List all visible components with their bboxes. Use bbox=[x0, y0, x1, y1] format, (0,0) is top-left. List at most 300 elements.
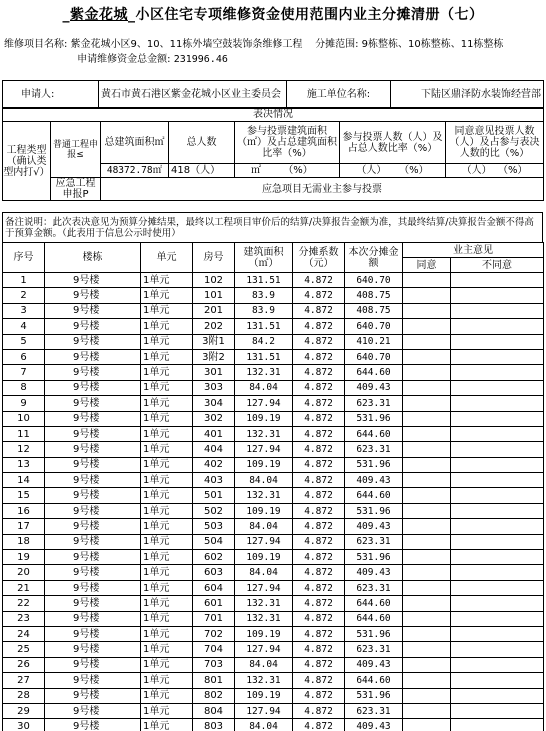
cell-area: 109.19 bbox=[235, 503, 293, 518]
cell-factor: 4.872 bbox=[293, 673, 345, 688]
cell-unit: 1单元 bbox=[141, 626, 193, 641]
cell-room: 502 bbox=[193, 503, 235, 518]
cell-seq: 28 bbox=[3, 688, 45, 703]
cell-disagree[interactable] bbox=[451, 334, 544, 349]
cell-agree[interactable] bbox=[403, 565, 451, 580]
cell-disagree[interactable] bbox=[451, 503, 544, 518]
cell-agree[interactable] bbox=[403, 688, 451, 703]
project-value: 紫金花城小区9、10、11栋外墙空鼓装饰条维修工程 bbox=[70, 39, 303, 50]
cell-building: 9号楼 bbox=[45, 442, 141, 457]
cell-seq: 21 bbox=[3, 580, 45, 595]
cell-area: 84.04 bbox=[235, 473, 293, 488]
cell-agree[interactable] bbox=[403, 334, 451, 349]
cell-area: 132.31 bbox=[235, 365, 293, 380]
cell-room: 3附2 bbox=[193, 349, 235, 364]
cell-factor: 4.872 bbox=[293, 457, 345, 472]
cell-building: 9号楼 bbox=[45, 349, 141, 364]
cell-unit: 1单元 bbox=[141, 473, 193, 488]
cell-agree[interactable] bbox=[403, 596, 451, 611]
cell-room: 101 bbox=[193, 288, 235, 303]
cell-building: 9号楼 bbox=[45, 288, 141, 303]
cell-area: 132.31 bbox=[235, 426, 293, 441]
cell-building: 9号楼 bbox=[45, 596, 141, 611]
cell-room: 403 bbox=[193, 473, 235, 488]
cell-agree[interactable] bbox=[403, 703, 451, 718]
cell-factor: 4.872 bbox=[293, 303, 345, 318]
amount-label: 申请维修资金总金额: bbox=[77, 54, 171, 65]
cell-disagree[interactable] bbox=[451, 380, 544, 395]
cell-amount: 409.43 bbox=[345, 473, 403, 488]
cell-unit: 1单元 bbox=[141, 442, 193, 457]
cell-unit: 1单元 bbox=[141, 334, 193, 349]
cell-disagree[interactable] bbox=[451, 580, 544, 595]
cell-factor: 4.872 bbox=[293, 719, 345, 731]
cell-agree[interactable] bbox=[403, 626, 451, 641]
cell-unit: 1单元 bbox=[141, 688, 193, 703]
col-disagree: 不同意 bbox=[451, 258, 544, 273]
cell-seq: 20 bbox=[3, 565, 45, 580]
cell-seq: 22 bbox=[3, 596, 45, 611]
cell-disagree[interactable] bbox=[451, 457, 544, 472]
cell-disagree[interactable] bbox=[451, 703, 544, 718]
cell-seq: 10 bbox=[3, 411, 45, 426]
cell-seq: 29 bbox=[3, 703, 45, 718]
cell-agree[interactable] bbox=[403, 719, 451, 731]
cell-amount: 623.31 bbox=[345, 534, 403, 549]
cell-amount: 640.70 bbox=[345, 273, 403, 288]
cell-amount: 644.60 bbox=[345, 426, 403, 441]
cell-building: 9号楼 bbox=[45, 273, 141, 288]
cell-seq: 12 bbox=[3, 442, 45, 457]
cell-disagree[interactable] bbox=[451, 688, 544, 703]
cell-factor: 4.872 bbox=[293, 426, 345, 441]
cell-factor: 4.872 bbox=[293, 273, 345, 288]
cell-disagree[interactable] bbox=[451, 426, 544, 441]
cell-agree[interactable] bbox=[403, 365, 451, 380]
applicant-label: 申请人: bbox=[3, 81, 99, 109]
cell-agree[interactable] bbox=[403, 550, 451, 565]
cell-room: 401 bbox=[193, 426, 235, 441]
contractor-label: 施工单位名称: bbox=[287, 81, 391, 109]
cell-seq: 23 bbox=[3, 611, 45, 626]
cell-area: 84.04 bbox=[235, 519, 293, 534]
cell-unit: 1单元 bbox=[141, 365, 193, 380]
cell-building: 9号楼 bbox=[45, 426, 141, 441]
cell-agree[interactable] bbox=[403, 288, 451, 303]
table-row bbox=[3, 303, 544, 318]
cell-agree[interactable] bbox=[403, 396, 451, 411]
cell-room: 503 bbox=[193, 519, 235, 534]
amount-value: 231996.46 bbox=[173, 54, 228, 65]
cell-area: 127.94 bbox=[235, 442, 293, 457]
table-row bbox=[3, 411, 544, 426]
cell-amount: 409.43 bbox=[345, 565, 403, 580]
cell-room: 604 bbox=[193, 580, 235, 595]
table-row bbox=[3, 534, 544, 549]
cell-room: 404 bbox=[193, 442, 235, 457]
range-label: 分摊范围: bbox=[315, 39, 359, 50]
cell-unit: 1单元 bbox=[141, 703, 193, 718]
cell-seq: 14 bbox=[3, 473, 45, 488]
cell-factor: 4.872 bbox=[293, 550, 345, 565]
cell-seq: 2 bbox=[3, 288, 45, 303]
table-row bbox=[3, 380, 544, 395]
cell-seq: 11 bbox=[3, 426, 45, 441]
cell-building: 9号楼 bbox=[45, 488, 141, 503]
cell-unit: 1单元 bbox=[141, 550, 193, 565]
cell-building: 9号楼 bbox=[45, 319, 141, 334]
cell-room: 3附1 bbox=[193, 334, 235, 349]
cell-building: 9号楼 bbox=[45, 673, 141, 688]
cell-area: 127.94 bbox=[235, 703, 293, 718]
cell-agree[interactable] bbox=[403, 534, 451, 549]
table-row bbox=[3, 319, 544, 334]
cell-agree[interactable] bbox=[403, 273, 451, 288]
remark-text: 备注说明：此次表决意见为预算分摊结果，最终以工程项目审价后的结算/决算报告金额为准，其最终结算/决算报告金额不得高于预算金额。（此表用于信息公示时使用） bbox=[3, 213, 543, 243]
cell-agree[interactable] bbox=[403, 303, 451, 318]
cell-area: 127.94 bbox=[235, 642, 293, 657]
page-title: _紫金花城_小区住宅专项维修资金使用范围内业主分摊清册（七） bbox=[62, 7, 484, 23]
cell-building: 9号楼 bbox=[45, 703, 141, 718]
cell-room: 704 bbox=[193, 642, 235, 657]
community-name: 紫金花城 bbox=[70, 7, 128, 23]
cell-disagree[interactable] bbox=[451, 349, 544, 364]
cell-factor: 4.872 bbox=[293, 611, 345, 626]
cell-unit: 1单元 bbox=[141, 303, 193, 318]
cell-disagree[interactable] bbox=[451, 519, 544, 534]
cell-amount: 640.70 bbox=[345, 319, 403, 334]
cell-factor: 4.872 bbox=[293, 519, 345, 534]
table-row bbox=[3, 288, 544, 303]
cell-seq: 9 bbox=[3, 396, 45, 411]
total-area-value: 48372.78㎡ bbox=[101, 164, 169, 178]
cell-agree[interactable] bbox=[403, 411, 451, 426]
cell-seq: 24 bbox=[3, 626, 45, 641]
cell-seq: 25 bbox=[3, 642, 45, 657]
cell-area: 132.31 bbox=[235, 611, 293, 626]
cell-seq: 6 bbox=[3, 349, 45, 364]
cell-agree[interactable] bbox=[403, 426, 451, 441]
cell-seq: 16 bbox=[3, 503, 45, 518]
cell-unit: 1单元 bbox=[141, 380, 193, 395]
cell-amount: 409.43 bbox=[345, 719, 403, 731]
cell-room: 804 bbox=[193, 703, 235, 718]
cell-room: 504 bbox=[193, 534, 235, 549]
cell-building: 9号楼 bbox=[45, 657, 141, 672]
cell-room: 402 bbox=[193, 457, 235, 472]
total-households-label: 总人数 bbox=[169, 122, 235, 164]
cell-unit: 1单元 bbox=[141, 642, 193, 657]
cell-unit: 1单元 bbox=[141, 396, 193, 411]
cell-seq: 27 bbox=[3, 673, 45, 688]
cell-room: 601 bbox=[193, 596, 235, 611]
cell-disagree[interactable] bbox=[451, 411, 544, 426]
col-unit: 单元 bbox=[141, 243, 193, 273]
cell-factor: 4.872 bbox=[293, 596, 345, 611]
cell-amount: 644.60 bbox=[345, 596, 403, 611]
cell-room: 303 bbox=[193, 380, 235, 395]
cell-seq: 4 bbox=[3, 319, 45, 334]
cell-area: 131.51 bbox=[235, 349, 293, 364]
cell-factor: 4.872 bbox=[293, 580, 345, 595]
cell-agree[interactable] bbox=[403, 319, 451, 334]
cell-factor: 4.872 bbox=[293, 380, 345, 395]
cell-seq: 18 bbox=[3, 534, 45, 549]
table-row bbox=[3, 550, 544, 565]
cell-factor: 4.872 bbox=[293, 334, 345, 349]
cell-building: 9号楼 bbox=[45, 688, 141, 703]
cell-agree[interactable] bbox=[403, 519, 451, 534]
table-row bbox=[3, 565, 544, 580]
cell-area: 83.9 bbox=[235, 303, 293, 318]
table-row bbox=[3, 473, 544, 488]
cell-area: 109.19 bbox=[235, 688, 293, 703]
cell-unit: 1单元 bbox=[141, 580, 193, 595]
cell-disagree[interactable] bbox=[451, 657, 544, 672]
cell-area: 84.04 bbox=[235, 719, 293, 731]
cell-seq: 17 bbox=[3, 519, 45, 534]
total-area-label: 总建筑面积㎡ bbox=[101, 122, 169, 164]
cell-building: 9号楼 bbox=[45, 611, 141, 626]
cell-factor: 4.872 bbox=[293, 688, 345, 703]
cell-area: 109.19 bbox=[235, 411, 293, 426]
cell-area: 132.31 bbox=[235, 488, 293, 503]
cell-area: 84.2 bbox=[235, 334, 293, 349]
cell-factor: 4.872 bbox=[293, 288, 345, 303]
cell-amount: 409.43 bbox=[345, 657, 403, 672]
cell-room: 202 bbox=[193, 319, 235, 334]
parties-table bbox=[2, 80, 544, 109]
cell-amount: 408.75 bbox=[345, 303, 403, 318]
cell-amount: 408.75 bbox=[345, 288, 403, 303]
emergency-label: 应急工程申报P bbox=[51, 178, 101, 201]
table-row bbox=[3, 503, 544, 518]
table-row bbox=[3, 673, 544, 688]
allocation-table bbox=[2, 242, 544, 731]
table-row bbox=[3, 365, 544, 380]
cell-amount: 531.96 bbox=[345, 503, 403, 518]
area-ratio-label: 参与投票建筑面积（㎡）及占总建筑面积比率（%） bbox=[235, 122, 340, 164]
cell-factor: 4.872 bbox=[293, 365, 345, 380]
project-label: 维修项目名称: bbox=[4, 39, 68, 50]
cell-amount: 623.31 bbox=[345, 703, 403, 718]
people-ratio-label: 参与投票人数（人）及占总人数比率（%） bbox=[340, 122, 446, 164]
cell-amount: 623.31 bbox=[345, 642, 403, 657]
cell-seq: 1 bbox=[3, 273, 45, 288]
cell-factor: 4.872 bbox=[293, 703, 345, 718]
table-row bbox=[3, 580, 544, 595]
cell-disagree[interactable] bbox=[451, 719, 544, 731]
remark-table bbox=[2, 212, 543, 243]
cell-building: 9号楼 bbox=[45, 580, 141, 595]
cell-room: 801 bbox=[193, 673, 235, 688]
cell-amount: 531.96 bbox=[345, 411, 403, 426]
cell-unit: 1单元 bbox=[141, 719, 193, 731]
cell-factor: 4.872 bbox=[293, 473, 345, 488]
cell-disagree[interactable] bbox=[451, 319, 544, 334]
cell-disagree[interactable] bbox=[451, 626, 544, 641]
cell-disagree[interactable] bbox=[451, 596, 544, 611]
cell-area: 131.51 bbox=[235, 273, 293, 288]
cell-disagree[interactable] bbox=[451, 611, 544, 626]
cell-amount: 640.70 bbox=[345, 349, 403, 364]
cell-unit: 1单元 bbox=[141, 503, 193, 518]
type-label: 工程类型（确认类型内打√） bbox=[3, 122, 51, 201]
cell-building: 9号楼 bbox=[45, 519, 141, 534]
cell-factor: 4.872 bbox=[293, 319, 345, 334]
emergency-note: 应急项目无需业主参与投票 bbox=[101, 178, 544, 201]
cell-area: 84.04 bbox=[235, 380, 293, 395]
table-row bbox=[3, 719, 544, 731]
cell-seq: 15 bbox=[3, 488, 45, 503]
cell-room: 803 bbox=[193, 719, 235, 731]
cell-seq: 13 bbox=[3, 457, 45, 472]
cell-building: 9号楼 bbox=[45, 457, 141, 472]
cell-factor: 4.872 bbox=[293, 534, 345, 549]
cell-disagree[interactable] bbox=[451, 642, 544, 657]
cell-agree[interactable] bbox=[403, 642, 451, 657]
cell-building: 9号楼 bbox=[45, 303, 141, 318]
cell-disagree[interactable] bbox=[451, 273, 544, 288]
table-row bbox=[3, 457, 544, 472]
cell-agree[interactable] bbox=[403, 488, 451, 503]
table-row bbox=[3, 611, 544, 626]
cell-disagree[interactable] bbox=[451, 565, 544, 580]
cell-seq: 19 bbox=[3, 550, 45, 565]
cell-room: 301 bbox=[193, 365, 235, 380]
cell-building: 9号楼 bbox=[45, 642, 141, 657]
cell-room: 102 bbox=[193, 273, 235, 288]
cell-area: 84.04 bbox=[235, 565, 293, 580]
cell-building: 9号楼 bbox=[45, 534, 141, 549]
cell-amount: 531.96 bbox=[345, 457, 403, 472]
contractor-value: 下陆区鼎泽防水装饰经营部 bbox=[391, 81, 544, 109]
cell-room: 702 bbox=[193, 626, 235, 641]
col-building: 楼栋 bbox=[45, 243, 141, 273]
cell-building: 9号楼 bbox=[45, 380, 141, 395]
cell-room: 701 bbox=[193, 611, 235, 626]
cell-agree[interactable] bbox=[403, 657, 451, 672]
cell-factor: 4.872 bbox=[293, 657, 345, 672]
table-row bbox=[3, 703, 544, 718]
cell-disagree[interactable] bbox=[451, 288, 544, 303]
cell-room: 501 bbox=[193, 488, 235, 503]
cell-factor: 4.872 bbox=[293, 503, 345, 518]
cell-agree[interactable] bbox=[403, 673, 451, 688]
cell-area: 109.19 bbox=[235, 550, 293, 565]
cell-seq: 26 bbox=[3, 657, 45, 672]
cell-unit: 1单元 bbox=[141, 519, 193, 534]
table-row bbox=[3, 426, 544, 441]
cell-agree[interactable] bbox=[403, 611, 451, 626]
cell-agree[interactable] bbox=[403, 442, 451, 457]
cell-room: 304 bbox=[193, 396, 235, 411]
cell-unit: 1单元 bbox=[141, 349, 193, 364]
cell-factor: 4.872 bbox=[293, 442, 345, 457]
cell-agree[interactable] bbox=[403, 380, 451, 395]
cell-disagree[interactable] bbox=[451, 673, 544, 688]
cell-unit: 1单元 bbox=[141, 457, 193, 472]
cell-agree[interactable] bbox=[403, 580, 451, 595]
cell-unit: 1单元 bbox=[141, 596, 193, 611]
cell-area: 84.04 bbox=[235, 657, 293, 672]
table-row bbox=[3, 396, 544, 411]
col-seq: 序号 bbox=[3, 243, 45, 273]
cell-amount: 644.60 bbox=[345, 611, 403, 626]
cell-unit: 1单元 bbox=[141, 319, 193, 334]
cell-amount: 409.43 bbox=[345, 380, 403, 395]
table-row bbox=[3, 442, 544, 457]
cell-disagree[interactable] bbox=[451, 534, 544, 549]
cell-unit: 1单元 bbox=[141, 426, 193, 441]
cell-disagree[interactable] bbox=[451, 365, 544, 380]
cell-agree[interactable] bbox=[403, 349, 451, 364]
cell-room: 201 bbox=[193, 303, 235, 318]
cell-seq: 30 bbox=[3, 719, 45, 731]
cell-building: 9号楼 bbox=[45, 334, 141, 349]
cell-room: 603 bbox=[193, 565, 235, 580]
cell-area: 132.31 bbox=[235, 596, 293, 611]
cell-area: 83.9 bbox=[235, 288, 293, 303]
cell-factor: 4.872 bbox=[293, 565, 345, 580]
cell-unit: 1单元 bbox=[141, 611, 193, 626]
cell-agree[interactable] bbox=[403, 503, 451, 518]
cell-area: 132.31 bbox=[235, 673, 293, 688]
project-info bbox=[4, 37, 544, 65]
cell-unit: 1单元 bbox=[141, 673, 193, 688]
cell-disagree[interactable] bbox=[451, 442, 544, 457]
cell-building: 9号楼 bbox=[45, 473, 141, 488]
cell-area: 127.94 bbox=[235, 534, 293, 549]
table-row bbox=[3, 334, 544, 349]
cell-disagree[interactable] bbox=[451, 473, 544, 488]
col-agree: 同意 bbox=[403, 258, 451, 273]
cell-agree[interactable] bbox=[403, 473, 451, 488]
cell-amount: 531.96 bbox=[345, 626, 403, 641]
cell-area: 109.19 bbox=[235, 457, 293, 472]
cell-amount: 644.60 bbox=[345, 488, 403, 503]
cell-disagree[interactable] bbox=[451, 550, 544, 565]
cell-factor: 4.872 bbox=[293, 411, 345, 426]
cell-seq: 8 bbox=[3, 380, 45, 395]
total-households-value: 418（人） bbox=[169, 164, 235, 178]
cell-area: 127.94 bbox=[235, 580, 293, 595]
cell-amount: 410.21 bbox=[345, 334, 403, 349]
cell-building: 9号楼 bbox=[45, 719, 141, 731]
cell-agree[interactable] bbox=[403, 457, 451, 472]
cell-seq: 3 bbox=[3, 303, 45, 318]
cell-unit: 1单元 bbox=[141, 288, 193, 303]
col-room: 房号 bbox=[193, 243, 235, 273]
col-area: 建筑面积（㎡） bbox=[235, 243, 293, 273]
cell-disagree[interactable] bbox=[451, 396, 544, 411]
cell-unit: 1单元 bbox=[141, 411, 193, 426]
cell-factor: 4.872 bbox=[293, 642, 345, 657]
table-row bbox=[3, 642, 544, 657]
cell-building: 9号楼 bbox=[45, 626, 141, 641]
cell-building: 9号楼 bbox=[45, 411, 141, 426]
cell-building: 9号楼 bbox=[45, 565, 141, 580]
cell-room: 302 bbox=[193, 411, 235, 426]
table-row bbox=[3, 519, 544, 534]
cell-area: 109.19 bbox=[235, 626, 293, 641]
cell-unit: 1单元 bbox=[141, 488, 193, 503]
cell-disagree[interactable] bbox=[451, 303, 544, 318]
cell-unit: 1单元 bbox=[141, 273, 193, 288]
cell-disagree[interactable] bbox=[451, 488, 544, 503]
cell-factor: 4.872 bbox=[293, 488, 345, 503]
cell-area: 131.51 bbox=[235, 319, 293, 334]
